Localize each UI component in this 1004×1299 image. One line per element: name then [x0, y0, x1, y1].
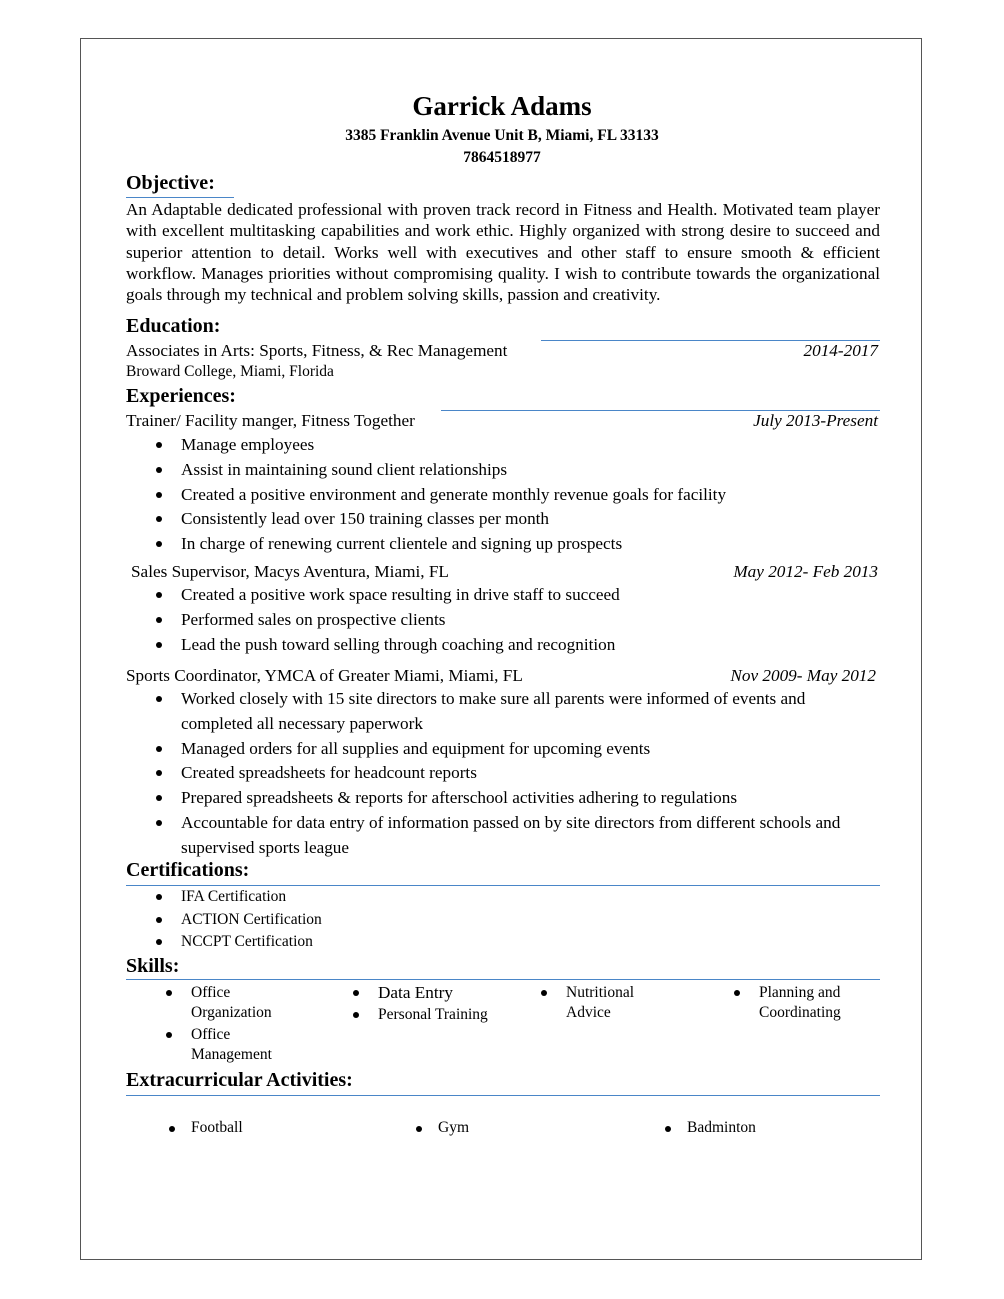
bullet-icon: [156, 642, 162, 648]
list-item: Assist in maintaining sound client relationships: [126, 458, 886, 483]
job-title: Sales Supervisor, Macys Aventura, Miami, FL: [131, 562, 449, 581]
skills-column-2: [350, 983, 500, 1025]
skill-item: Office Organization: [163, 983, 313, 1023]
certifications-list: [126, 886, 626, 954]
bullet-icon: [156, 516, 162, 522]
list-item: Lead the push toward selling through coaching and recognition: [126, 633, 886, 658]
job-2-row: [131, 562, 878, 582]
skills-column-1: [163, 983, 313, 1065]
activities-rule: [126, 1095, 880, 1096]
activity-item: Football: [191, 1119, 243, 1137]
education-dates: 2014-2017: [803, 341, 878, 360]
list-item: ACTION Certification: [126, 909, 626, 932]
job-dates: Nov 2009- May 2012: [730, 666, 876, 685]
list-item: Consistently lead over 150 training classes per month: [126, 507, 886, 532]
bullet-icon: [156, 492, 162, 498]
skill-item: Personal Training: [350, 1005, 500, 1025]
list-item: Created a positive work space resulting in drive staff to succeed: [126, 583, 886, 608]
address: 3385 Franklin Avenue Unit B, Miami, FL 33133: [345, 127, 659, 144]
degree: Associates in Arts: Sports, Fitness, & Rec Management: [126, 341, 508, 360]
list-item: Managed orders for all supplies and equipment for upcoming events: [126, 737, 886, 762]
education-row: [126, 341, 878, 361]
skill-item: Planning and Coordinating: [731, 983, 881, 1023]
resume-page: [80, 38, 922, 1260]
job-3-duties: [126, 687, 886, 861]
skill-item: Data Entry: [350, 983, 500, 1003]
skill-item: Nutritional Advice: [538, 983, 668, 1023]
job-title: Trainer/ Facility manger, Fitness Together: [126, 411, 415, 430]
bullet-icon: [156, 746, 162, 752]
job-1-duties: [126, 433, 886, 557]
list-item: Manage employees: [126, 433, 886, 458]
bullet-icon: [156, 541, 162, 547]
bullet-icon: [156, 820, 162, 826]
job-dates: May 2012- Feb 2013: [733, 562, 878, 581]
job-title: Sports Coordinator, YMCA of Greater Miami, Miami, FL: [126, 666, 523, 685]
skills-column-4: [731, 983, 881, 1023]
list-item: Accountable for data entry of information passed on by site directors from different schools and supervised sports league: [126, 811, 886, 861]
bullet-icon: [734, 990, 740, 996]
job-1-row: [126, 411, 878, 431]
list-item: Created a positive environment and generate monthly revenue goals for facility: [126, 483, 886, 508]
bullet-icon: [156, 894, 162, 900]
objective-text: An Adaptable dedicated professional with proven track record in Fitness and Health. Motivated team player with excellent multitasking capabilities and work ethic. Highly organized with strong desire to succeed and superior attention to detail. Works well with executives and other staff to ensure smooth & efficient workflow. Manages priorities without compromising quality. I wish to contribute towards the organizational goals through my technical and problem solving skills, passion and creativity.: [126, 200, 880, 305]
activity-item: Gym: [438, 1119, 469, 1137]
list-item: In charge of renewing current clientele and signing up prospects: [126, 532, 886, 557]
phone-number: 7864518977: [463, 149, 541, 166]
bullet-icon: [665, 1126, 671, 1132]
certifications-heading: Certifications:: [126, 859, 250, 881]
bullet-icon: [353, 1012, 359, 1018]
bullet-icon: [166, 1032, 172, 1038]
bullet-icon: [541, 990, 547, 996]
bullet-icon: [166, 990, 172, 996]
bullet-icon: [156, 442, 162, 448]
bullet-icon: [353, 990, 359, 996]
list-item: IFA Certification: [126, 886, 626, 909]
bullet-icon: [169, 1126, 175, 1132]
activities-heading: Extracurricular Activities:: [126, 1069, 353, 1091]
bullet-icon: [156, 696, 162, 702]
activity-item: Badminton: [687, 1119, 756, 1137]
skills-heading: Skills:: [126, 955, 180, 977]
skills-column-3: [538, 983, 668, 1023]
bullet-icon: [156, 770, 162, 776]
bullet-icon: [156, 917, 162, 923]
objective-rule: [126, 197, 234, 198]
bullet-icon: [156, 617, 162, 623]
bullet-icon: [156, 592, 162, 598]
job-2-duties: [126, 583, 886, 657]
objective-heading: Objective:: [126, 172, 215, 194]
list-item: Created spreadsheets for headcount reports: [126, 761, 886, 786]
skills-rule: [126, 979, 880, 980]
job-3-row: [126, 666, 876, 686]
experiences-heading: Experiences:: [126, 385, 236, 407]
school: Broward College, Miami, Florida: [126, 363, 334, 380]
bullet-icon: [156, 939, 162, 945]
list-item: Worked closely with 15 site directors to make sure all parents were informed of events and completed all necessary paperwork: [126, 687, 886, 737]
bullet-icon: [416, 1126, 422, 1132]
list-item: Prepared spreadsheets & reports for afterschool activities adhering to regulations: [126, 786, 886, 811]
job-dates: July 2013-Present: [753, 411, 878, 430]
bullet-icon: [156, 795, 162, 801]
list-item: Performed sales on prospective clients: [126, 608, 886, 633]
education-heading: Education:: [126, 315, 221, 337]
bullet-icon: [156, 467, 162, 473]
list-item: NCCPT Certification: [126, 931, 626, 954]
skill-item: Office Management: [163, 1025, 313, 1065]
candidate-name: Garrick Adams: [412, 91, 592, 121]
